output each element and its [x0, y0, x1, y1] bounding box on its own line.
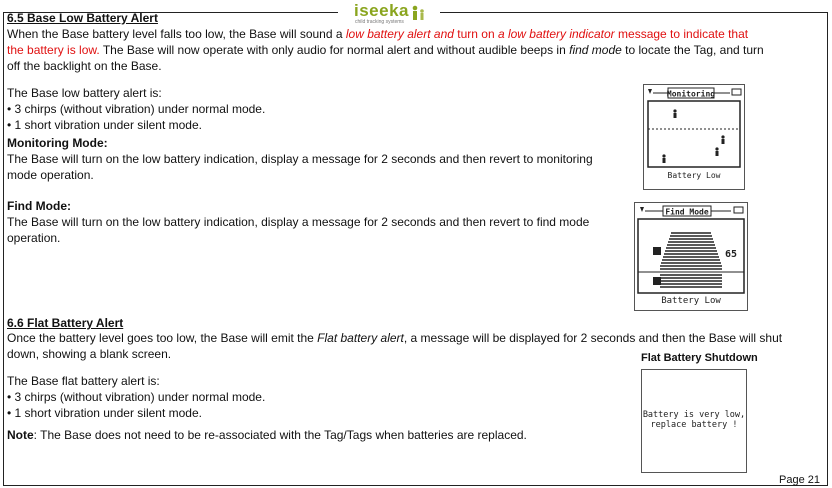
- s66-bullet-silent: • 1 short vibration under silent mode.: [7, 406, 202, 420]
- s65-paragraph-line-1: When the Base battery level falls too low, the Base will sound a low battery alert and turn on a low battery indicator message to indicate that: [7, 27, 749, 41]
- monitoring-mode-line-2: mode operation.: [7, 168, 94, 182]
- s65-bullet-normal: • 3 chirps (without vibration) under normal mode.: [7, 102, 266, 116]
- find-mode-lcd: [635, 203, 747, 310]
- find-mode-value: 65: [725, 249, 738, 260]
- find-mode-line-1: The Base will turn on the low battery indication, display a message for 2 seconds and then revert to find mode: [7, 215, 590, 229]
- tag-person-icons: [662, 109, 724, 163]
- find-mode-title: Find Mode: [665, 207, 709, 217]
- iseeka-logo: [338, 0, 440, 26]
- find-mode-footer: Battery Low: [661, 296, 721, 306]
- battery-icon: [732, 89, 741, 95]
- monitoring-mode-line-1: The Base will turn on the low battery indication, display a message for 2 seconds and then revert to monitoring: [7, 152, 593, 166]
- speaker-icon: [648, 89, 652, 94]
- find-mode-heading: Find Mode:: [7, 199, 71, 213]
- monitoring-lcd: [644, 85, 744, 189]
- flat-battery-lcd: [642, 370, 746, 472]
- note-label: Note: [7, 428, 34, 442]
- section-6-5-heading: 6.5 Base Low Battery Alert: [7, 11, 158, 25]
- s66-note: Note: The Base does not need to be re-associated with the Tag/Tags when batteries are replaced.: [7, 428, 527, 442]
- monitoring-mode-heading: Monitoring Mode:: [7, 136, 108, 150]
- find-mode-line-2: operation.: [7, 231, 61, 245]
- logo-tagline: child tracking systems: [355, 19, 404, 25]
- s65-paragraph-line-2: the battery is low. The Base will now operate with only audio for normal alert and without audible beeps in find mode to locate the Tag, and turn: [7, 43, 764, 57]
- s65-paragraph-line-3: off the backlight on the Base.: [7, 59, 162, 73]
- page-number: Page 21: [779, 474, 820, 486]
- monitoring-title: Monitoring: [666, 89, 716, 99]
- s65-alert-intro: The Base low battery alert is:: [7, 86, 162, 100]
- s65-bullet-silent: • 1 short vibration under silent mode.: [7, 118, 202, 132]
- monitoring-screen-image: [643, 84, 745, 190]
- logo-wordmark: iseeka: [354, 1, 409, 20]
- flat-battery-screen-image: [641, 369, 747, 473]
- flat-battery-line-1: Battery is very low,: [642, 410, 746, 420]
- s66-line-1: Once the battery level goes too low, the Base will emit the Flat battery alert, a message will be displayed for 2 seconds and then the Base will shut: [7, 331, 783, 345]
- section-6-6-heading: 6.6 Flat Battery Alert: [7, 316, 124, 330]
- family-icon: [408, 4, 428, 22]
- flat-battery-line-2: replace battery !: [650, 420, 738, 430]
- find-mode-screen-image: [634, 202, 748, 311]
- signal-bars: [660, 233, 722, 287]
- flat-battery-caption: Flat Battery Shutdown: [641, 352, 758, 364]
- s66-alert-intro: The Base flat battery alert is:: [7, 374, 160, 388]
- monitoring-footer: Battery Low: [667, 171, 721, 180]
- s66-line-2: down, showing a blank screen.: [7, 347, 172, 361]
- tag-marker: [653, 247, 661, 255]
- s66-bullet-normal: • 3 chirps (without vibration) under normal mode.: [7, 390, 266, 404]
